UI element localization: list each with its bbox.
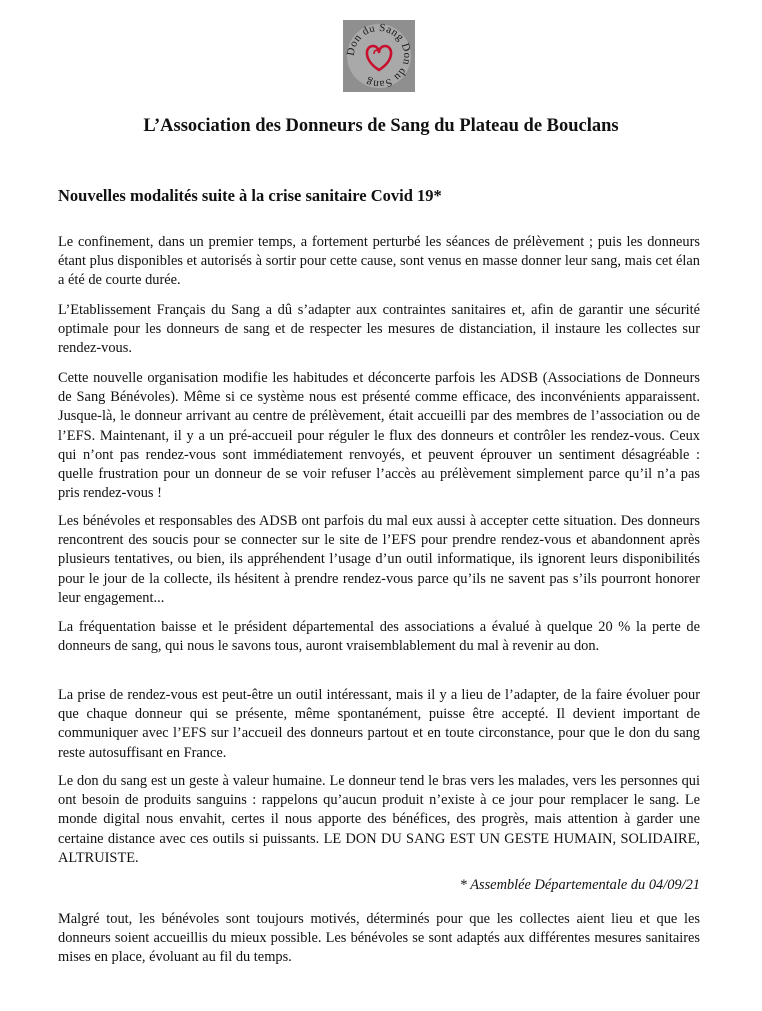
paragraph-new-organisation: Cette nouvelle organisation modifie les habitudes et déconcerte parfois les ADSB (Associations de Donneurs de Sang Bénévoles). Même si ce système nous est présenté comme efficace, des inconvénients apparaissent. Jusque-là, le donneur arrivant au centre de prélèvement, était accueilli par des membres de l’association ou de l’EFS. Maintenant, il y a un pré-accueil pour réguler le flux des donneurs et contrôler les rendez-vous. Ceux qui n’ont pas rendez-vous sont immédiatement renvoyés, et peuvent éprouver un sentiment désagréable : quelle frustration pour un donneur de se voir refuser l’accès au prélèvement simplement parce qu’il n’a pas pris rendez-vous !: [58, 370, 700, 502]
section-heading: Nouvelles modalités suite à la crise sanitaire Covid 19*: [58, 186, 442, 205]
blood-donation-heart-icon: [343, 20, 415, 92]
paragraph-lockdown: Le confinement, dans un premier temps, a fortement perturbé les séances de prélèvement ; puis les donneurs étant plus disponibles et autorisés à sortir pour cette cause, sont venus en masse donner leur sang, mais cet élan a été de courte durée.: [58, 234, 700, 289]
logo-ring-text: Don du Sang Don du Sang: [344, 21, 414, 91]
paragraph-appointments-adapt: La prise de rendez-vous est peut-être un outil intéressant, mais il y a lieu de l’adapter, de la faire évoluer pour que chaque donneur qui se présente, même spontanément, puisse être accepté. Il devient important de communiquer avec l’EFS sur l’accueil des donneurs partout et en toute circonstance, pour que le don du sang reste autosuffisant en France.: [58, 687, 700, 761]
paragraph-volunteers-motivated: Malgré tout, les bénévoles sont toujours motivés, déterminés pour que les collectes aient lieu et que les donneurs soient accueillis du mieux possible. Les bénévoles se sont adaptés aux différentes mesures sanitaires mises en place, évoluant au fil du temps.: [58, 911, 700, 966]
page-title: L’Association des Donneurs de Sang du Plateau de Bouclans: [143, 116, 619, 136]
paragraph-attendance-drop: La fréquentation baisse et le président départemental des associations a évalué à quelque 20 % la perte de donneurs de sang, qui nous le savons tous, auront vraisemblablement du mal à revenir au don.: [58, 619, 700, 655]
footnote-assembly-date: * Assemblée Départementale du 04/09/21: [459, 877, 700, 893]
paragraph-efs-adaptation: L’Etablissement Français du Sang a dû s’adapter aux contraintes sanitaires et, afin de garantir une sécurité optimale pour les donneurs de sang et de respecter les mesures de distanciation, il instaure les collectes sur rendez-vous.: [58, 302, 700, 357]
association-logo: [343, 20, 415, 92]
paragraph-volunteers-difficulties: Les bénévoles et responsables des ADSB ont parfois du mal eux aussi à accepter cette situation. Des donneurs rencontrent des soucis pour se connecter sur le site de l’EFS pour prendre rendez-vous et abandonnent après plusieurs tentatives, ou bien, ils appréhendent l’usage d’un outil informatique, ils ignorent leurs disponibilités pour le jour de la collecte, ils hésitent à prendre rendez-vous parce qu’ils ne savent pas s’ils pourront honorer leur engagement...: [58, 513, 700, 606]
paragraph-human-gesture: Le don du sang est un geste à valeur humaine. Le donneur tend le bras vers les malades, vers les personnes qui ont besoin de produits sanguins : rappelons qu’aucun produit n’existe à ce jour pour remplacer le sang. Le monde digital nous envahit, certes il nous apporte des bénéfices, des progrès, mais attention à garder une certaine distance avec ces outils si puissants. LE DON DU SANG EST UN GESTE HUMAIN, SOLIDAIRE, ALTRUISTE.: [58, 773, 700, 866]
